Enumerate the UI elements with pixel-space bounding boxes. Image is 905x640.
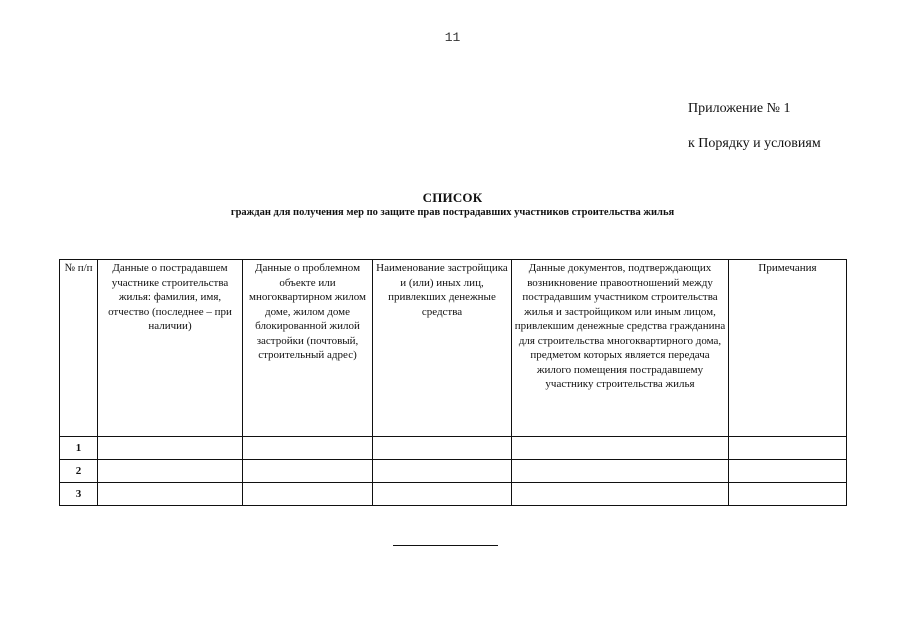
column-header-developer-name: Наименование застройщика и (или) иных лиц, привлекших денежные средства xyxy=(373,260,512,437)
column-header-object-data: Данные о проблемном объекте или многоквартирном жилом доме, жилом доме блокированной жилой застройки (почтовый, строительный адрес) xyxy=(243,260,373,437)
table-header-row xyxy=(60,260,847,437)
table-row xyxy=(60,483,847,506)
closing-rule xyxy=(393,545,498,546)
citizens-table xyxy=(59,259,847,506)
table-cell xyxy=(98,483,243,506)
table-cell xyxy=(243,460,373,483)
table-cell xyxy=(98,437,243,460)
table-cell xyxy=(373,437,512,460)
document-heading: СПИСОК xyxy=(422,190,483,205)
table-cell xyxy=(512,483,729,506)
table-cell xyxy=(729,460,847,483)
appendix-subtitle: к Порядку и условиям xyxy=(688,136,821,151)
column-header-notes: Примечания xyxy=(729,260,847,437)
row-number: 2 xyxy=(60,460,98,483)
table-cell xyxy=(243,483,373,506)
column-header-documents-data: Данные документов, подтверждающих возникновение правоотношений между пострадавшим участником строительства жилья и застройщиком или иным лицом, привлекшим денежные средства гражданина для строительства многоквартирного дома, предметом которых является передача жилого помещения пострадавшему участнику строительства жилья xyxy=(512,260,729,437)
table-cell xyxy=(512,437,729,460)
table-row xyxy=(60,460,847,483)
table-cell xyxy=(729,483,847,506)
row-number: 1 xyxy=(60,437,98,460)
column-header-number: № п/п xyxy=(60,260,98,437)
column-header-citizen-data: Данные о пострадавшем участнике строительства жилья: фамилия, имя, отчество (последнее – при наличии) xyxy=(98,260,243,437)
table-cell xyxy=(373,483,512,506)
table-row xyxy=(60,437,847,460)
row-number: 3 xyxy=(60,483,98,506)
document-subheading: граждан для получения мер по защите прав пострадавших участников строительства жилья xyxy=(230,207,675,218)
table-cell xyxy=(373,460,512,483)
table-cell xyxy=(98,460,243,483)
table-cell xyxy=(512,460,729,483)
table-cell xyxy=(243,437,373,460)
appendix-title: Приложение № 1 xyxy=(688,101,791,116)
page-number: 11 xyxy=(444,30,461,45)
table-cell xyxy=(729,437,847,460)
